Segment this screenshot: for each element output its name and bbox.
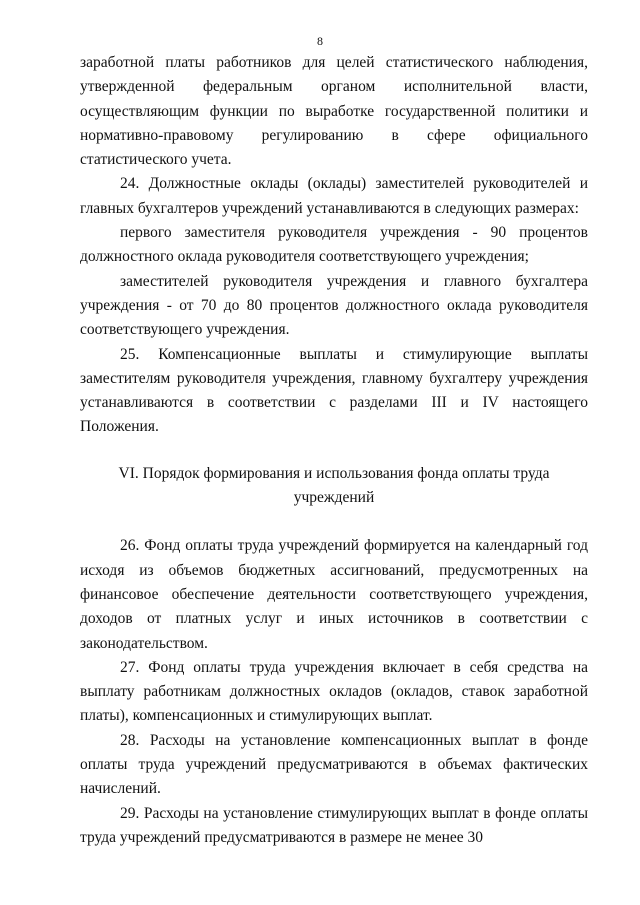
paragraph-24-item-2: заместителей руководителя учреждения и главного бухгалтера учреждения - от 70 до 80 процентов должностного оклада руководителя соответствующего учреждения. — [80, 272, 588, 339]
section-heading: VI. Порядок формирования и использования фонда оплаты труда учреждений — [118, 464, 550, 507]
paragraph-25: 25. Компенсационные выплаты и стимулирующие выплаты заместителям руководителя учреждения, главному бухгалтеру учреждения устанавливаются в соответствии с разделами III и IV настоящего Положения. — [80, 345, 588, 436]
document-body — [80, 51, 588, 850]
paragraph-24: 24. Должностные оклады (оклады) заместителей руководителей и главных бухгалтеров учреждений устанавливаются в следующих размерах: — [80, 175, 588, 217]
paragraph-24-item-1: первого заместителя руководителя учреждения - 90 процентов должностного оклада руководителя соответствующего учреждения; — [80, 224, 588, 266]
page-number: 8 — [317, 34, 323, 48]
paragraph-26: 26. Фонд оплаты труда учреждений формируется на календарный год исходя из объемов бюджетных ассигнований, предусмотренных на финансовое обеспечение деятельности соответствующего учреждения, доходов от платных услуг и иных источников в соответствии с законодательством. — [80, 537, 588, 652]
paragraph-continuation: заработной платы работников для целей статистического наблюдения, утвержденной федеральным органом исполнительной власти, осуществляющим функции по выработке государственной политики и нормативно-правовому регулированию в сфере официального статистического учета. — [80, 54, 588, 169]
paragraph-28: 28. Расходы на установление компенсационных выплат в фонде оплаты труда учреждений предусматриваются в объемах фактических начислений. — [80, 731, 588, 798]
paragraph-29: 29. Расходы на установление стимулирующих выплат в фонде оплаты труда учреждений предусматриваются в размере не менее 30 — [80, 804, 588, 846]
paragraph-27: 27. Фонд оплаты труда учреждения включает в себя средства на выплату работникам должностных окладов (окладов, ставок заработной платы), компенсационных и стимулирующих выплат. — [80, 658, 588, 725]
